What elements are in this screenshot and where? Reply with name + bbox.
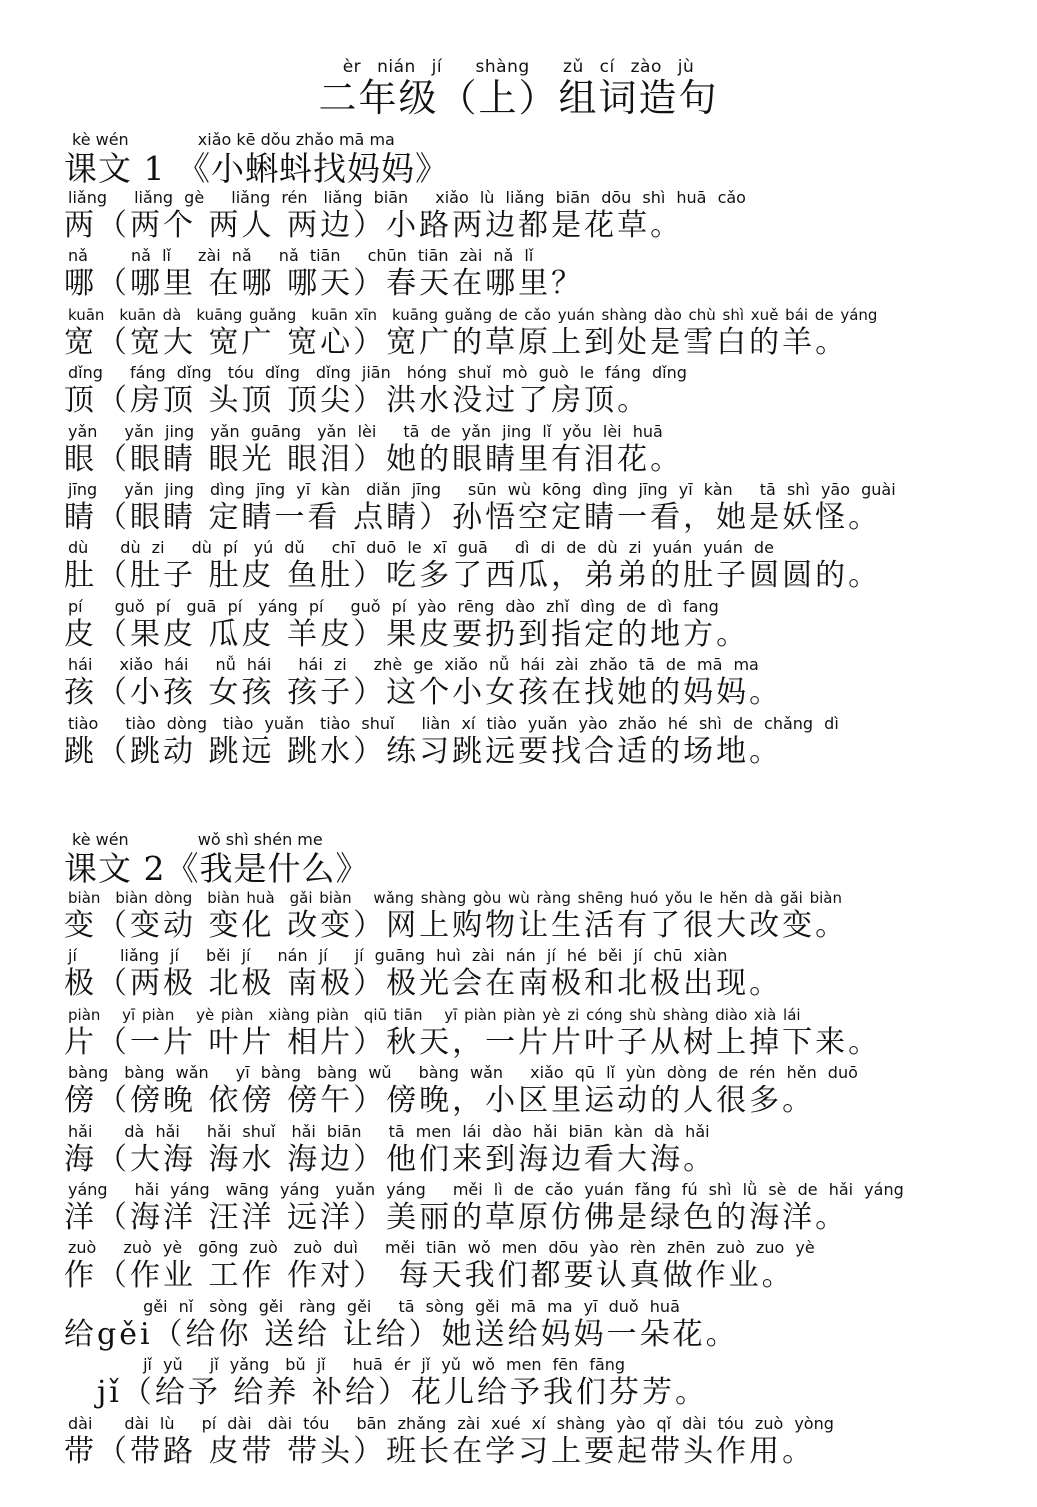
lesson-1-section — [64, 130, 1024, 772]
word-entry — [64, 655, 1024, 713]
page-title: 二年级（上）组词造句 — [318, 76, 719, 120]
section-title: 课文 2《我是什么》 — [64, 849, 370, 888]
entry-text: 极（两极 北极 南极）极光会在南极和北极出现。 — [64, 966, 783, 1002]
entry-text: 皮（果皮 瓜皮 羊皮）果皮要扔到指定的地方。 — [64, 616, 750, 652]
title-pinyin: èr nián jí shàng zǔ cí zào jù — [342, 57, 695, 77]
entry-text: 给gěi（给你 送给 让给）她送给妈妈一朵花。 — [64, 1316, 739, 1352]
lesson-2-section — [64, 830, 1024, 1472]
word-entry — [64, 1005, 1024, 1063]
entry-text: 海（大海 海水 海边）他们来到海边看大海。 — [64, 1141, 717, 1177]
entry-text: jǐ（给予 给养 补给）花儿给予我们芬芳。 — [64, 1375, 708, 1411]
entry-pinyin: piàn yī piàn yè piàn xiàng piàn qiū tiān yī piàn piàn yè zi cóng shù shàng diào xià lái — [68, 1005, 801, 1024]
entry-text: 傍（傍晚 依傍 傍午）傍晚，小区里运动的人很多。 — [64, 1083, 816, 1119]
entry-text: 洋（海洋 汪洋 远洋）美丽的草原仿佛是绿色的海洋。 — [64, 1199, 849, 1235]
entry-text: 孩（小孩 女孩 孩子）这个小女孩在找她的妈妈。 — [64, 675, 783, 711]
entry-pinyin: kuān kuān dà kuāng guǎng kuān xīn kuāng guǎng de cǎo yuán shàng dào chù shì xuě bái de yáng — [68, 305, 878, 324]
entry-text: 带（带路 皮带 带头）班长在学习上要起带头作用。 — [64, 1433, 816, 1469]
section-title-pinyin: kè wén xiǎo kē dǒu zhǎo mā ma — [72, 130, 395, 149]
entry-pinyin: jǐ yǔ jǐ yǎng bǔ jǐ huā ér jǐ yǔ wǒ men fēn fāng — [68, 1355, 626, 1375]
word-list — [64, 188, 1024, 772]
word-entry — [64, 946, 1024, 1004]
word-entry — [64, 1414, 1024, 1472]
entry-pinyin: dǐng fáng dǐng tóu dǐng dǐng jiān hóng shuǐ mò guò le fáng dǐng — [68, 363, 687, 383]
word-entry — [64, 1355, 1024, 1413]
word-entry — [64, 1063, 1024, 1121]
entry-text: 睛（眼睛 定睛一看 点睛）孙悟空定睛一看，她是妖怪。 — [64, 499, 882, 535]
word-entry — [64, 422, 1024, 480]
entry-pinyin: liǎng liǎng gè liǎng rén liǎng biān xiǎo lù liǎng biān dōu shì huā cǎo — [68, 188, 746, 207]
entry-text: 宽（宽大 宽广 宽心）宽广的草原上到处是雪白的羊。 — [64, 324, 849, 360]
word-entry — [64, 597, 1024, 655]
word-entry — [64, 1297, 1024, 1355]
section-title: 课文 1 《小蝌蚪找妈妈》 — [64, 149, 449, 188]
page-header — [0, 52, 1037, 119]
entry-pinyin: bàng bàng wǎn yī bàng bàng wǔ bàng wǎn xiǎo qū lǐ yùn dòng de rén hěn duō — [68, 1063, 858, 1083]
word-list — [64, 888, 1024, 1472]
entry-pinyin: yǎn yǎn jing yǎn guāng yǎn lèi tā de yǎn jing lǐ yǒu lèi huā — [68, 421, 663, 441]
entry-text: 变（变动 变化 改变）网上购物让生活有了很大改变。 — [64, 908, 849, 943]
entry-pinyin: biàn biàn dòng biàn huà gǎi biàn wǎng shàng gòu wù ràng shēng huó yǒu le hěn dà gǎi biàn — [68, 889, 843, 907]
entry-pinyin: nǎ nǎ lǐ zài nǎ nǎ tiān chūn tiān zài nǎ lǐ — [68, 246, 534, 266]
entry-pinyin: zuò zuò yè gōng zuò zuò duì měi tiān wǒ men dōu yào rèn zhēn zuò zuo yè — [68, 1238, 815, 1258]
entry-text: 作（作业 工作 作对） 每天我们都要认真做作业。 — [64, 1258, 795, 1294]
entry-pinyin: gěi nǐ sòng gěi ràng gěi tā sòng gěi mā ma yī duǒ huā — [68, 1296, 680, 1316]
entry-text: 眼（眼睛 眼光 眼泪）她的眼睛里有泪花。 — [64, 441, 684, 477]
entry-text: 顶（房顶 头顶 顶尖）洪水没过了房顶。 — [64, 383, 651, 419]
word-entry — [64, 246, 1024, 304]
word-entry — [64, 480, 1024, 538]
word-entry — [64, 888, 1024, 946]
entry-text: 哪（哪里 在哪 哪天）春天在哪里？ — [64, 266, 585, 302]
section-title-pinyin: kè wén wǒ shì shén me — [72, 830, 323, 849]
entry-pinyin: tiào tiào dòng tiào yuǎn tiào shuǐ liàn xí tiào yuǎn yào zhǎo hé shì de chǎng dì — [68, 713, 839, 733]
entry-pinyin: jí liǎng jí běi jí nán jí jí guāng huì zài nán jí hé běi jí chū xiàn — [68, 946, 728, 966]
word-entry — [64, 305, 1024, 363]
word-entry — [64, 188, 1024, 246]
entry-pinyin: hǎi dà hǎi hǎi shuǐ hǎi biān tā men lái dào hǎi biān kàn dà hǎi — [68, 1121, 710, 1141]
entry-text: 两（两个 两人 两边）小路两边都是花草。 — [64, 208, 684, 243]
entry-text: 跳（跳动 跳远 跳水）练习跳远要找合适的场地。 — [64, 733, 783, 769]
word-entry — [64, 363, 1024, 421]
word-entry — [64, 1180, 1024, 1238]
entry-pinyin: pí guǒ pí guā pí yáng pí guǒ pí yào rēng dào zhǐ dìng de dì fang — [68, 596, 719, 616]
word-entry — [64, 1122, 1024, 1180]
word-entry — [64, 714, 1024, 772]
entry-pinyin: dù dù zi dù pí yú dǔ chī duō le xī guā dì di de dù zi yuán yuán de — [68, 538, 774, 558]
entry-pinyin: dài dài lù pí dài dài tóu bān zhǎng zài xué xí shàng yào qǐ dài tóu zuò yòng — [68, 1413, 834, 1433]
entry-pinyin: hái xiǎo hái nǚ hái hái zi zhè ge xiǎo nǚ hái zài zhǎo tā de mā ma — [68, 655, 759, 675]
entry-pinyin: yáng hǎi yáng wāng yáng yuǎn yáng měi lì de cǎo yuán fǎng fú shì lǜ sè de hǎi yáng — [68, 1179, 904, 1199]
entry-text: 肚（肚子 肚皮 鱼肚）吃多了西瓜，弟弟的肚子圆圆的。 — [64, 558, 882, 594]
entry-pinyin: jīng yǎn jing dìng jīng yī kàn diǎn jīng sūn wù kōng dìng jīng yī kàn tā shì yāo guài — [68, 479, 896, 499]
entry-text: 片（一片 叶片 相片）秋天，一片片叶子从树上掉下来。 — [64, 1024, 882, 1060]
word-entry — [64, 1238, 1024, 1296]
word-entry — [64, 538, 1024, 596]
